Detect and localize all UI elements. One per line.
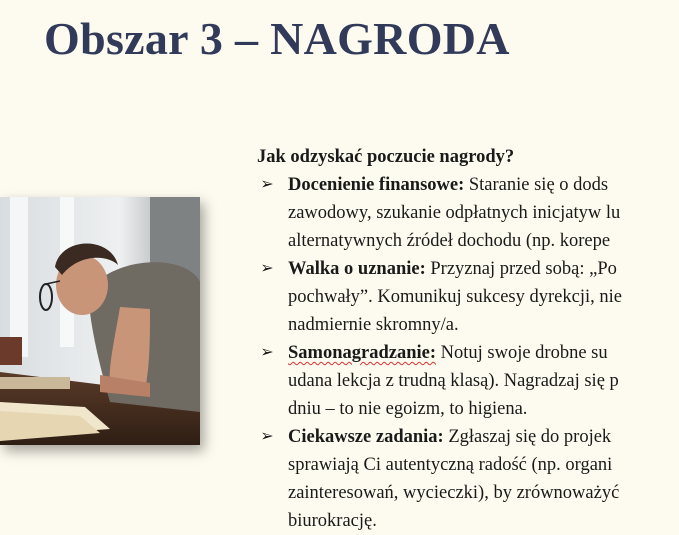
bullet-self-reward (257, 339, 679, 423)
bullet-text: Przyznaj przed sobą: „Po (425, 259, 617, 279)
bullet-term: Docenienie finansowe: (288, 175, 465, 195)
bullet-text: udana lekcja z trudną klasą). Nagradzaj się p (288, 371, 619, 391)
content-area (257, 143, 679, 535)
bullet-text: Zgłaszaj się do projek (443, 427, 612, 447)
bullet-text: zawodowy, szukanie odpłatnych inicjatyw lu (288, 203, 621, 223)
slide-title: Obszar 3 – NAGRODA (44, 13, 510, 64)
bullet-term: Walka o uznanie: (288, 259, 426, 279)
bullet-term: Ciekawsze zadania: (288, 427, 444, 447)
bullet-text: nadmiernie skromny/a. (288, 315, 459, 335)
bullet-text: zainteresowań, wycieczki), by zrównoważyć (288, 483, 620, 503)
bullet-text: alternatywnych źródeł dochodu (np. korepe (288, 231, 611, 251)
stressed-man-icon (0, 197, 200, 445)
bullet-tasks (257, 423, 679, 535)
bullet-text: pochwały”. Komunikuj sukcesy dyrekcji, nie (288, 287, 622, 307)
bullet-recognition (257, 255, 679, 339)
bullet-text: Staranie się o dods (464, 175, 609, 195)
arrowhead-bullet-icon: ➢ (260, 260, 274, 277)
bullet-text: biurokrację. (288, 511, 377, 531)
arrowhead-bullet-icon: ➢ (260, 344, 274, 361)
content-heading: Jak odzyskać poczucie nagrody? (257, 147, 515, 167)
stressed-man-photo (0, 197, 200, 445)
bullet-finances (257, 171, 679, 255)
bullet-text: dniu – to nie egoizm, to higiena. (288, 399, 528, 419)
arrowhead-bullet-icon: ➢ (260, 176, 274, 193)
bullet-text: sprawiają Ci autentyczną radość (np. organi (288, 455, 613, 475)
arrowhead-bullet-icon: ➢ (260, 428, 274, 445)
bullet-text: Notuj swoje drobne su (436, 343, 608, 363)
bullet-term: Samonagradzanie: (288, 343, 436, 363)
